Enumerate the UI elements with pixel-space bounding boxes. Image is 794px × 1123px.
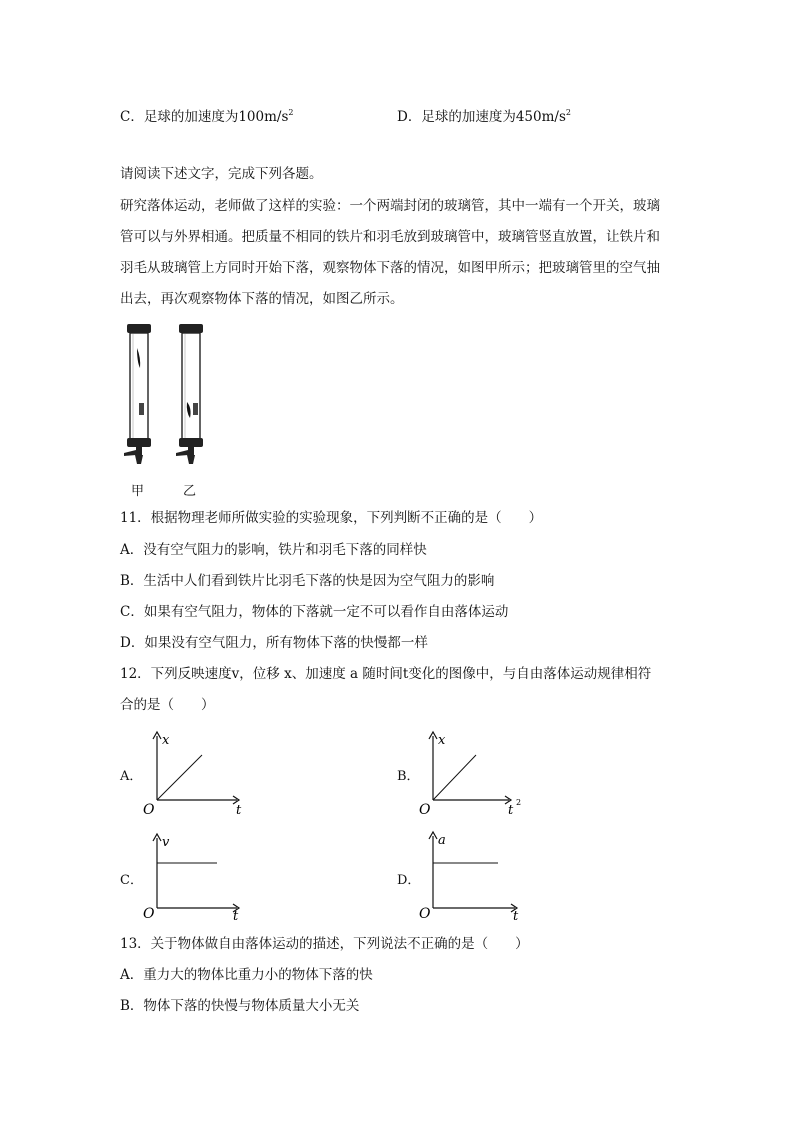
passage-instruction: 请阅读下述文字，完成下列各题。 xyxy=(120,166,323,182)
passage-line: 研究落体运动，老师做了这样的实验：一个两端封闭的玻璃管，其中一端有一个开关，玻璃 xyxy=(120,198,660,214)
iron-piece-icon xyxy=(193,403,198,415)
tube-jia xyxy=(124,324,151,464)
q11-stem: 11．根据物理老师所做实验的实验现象，下列判断不正确的是（ ） xyxy=(120,510,543,526)
feather-icon xyxy=(187,402,191,418)
passage-line: 羽毛从玻璃管上方同时开始下落，观察物体下落的情况，如图甲所示；把玻璃管里的空气抽 xyxy=(120,260,660,276)
q12-option-d-label: D． xyxy=(397,873,421,888)
graph-d xyxy=(416,830,536,922)
q12-option-a-label: A． xyxy=(120,769,143,784)
graph-a xyxy=(140,730,250,818)
graph-a-origin: O xyxy=(143,802,155,818)
iron-piece-icon xyxy=(139,403,144,415)
graph-c xyxy=(140,832,250,922)
valve-handle-icon xyxy=(176,450,188,456)
graph-a-x-label: t xyxy=(236,803,242,818)
prev-option-c: C．足球的加速度为$100m/s^2$ xyxy=(120,108,294,125)
q12-option-c-label: C． xyxy=(120,873,143,888)
graph-b xyxy=(416,730,536,818)
q12-stem-line1: 12．下列反映速度v，位移 x、加速度 a 随时间t变化的图像中，与自由落体运动规律相符 xyxy=(120,666,652,682)
figure-label-jia: 甲 xyxy=(131,484,145,499)
q11-option-a: A．没有空气阻力的影响，铁片和羽毛下落的同样快 xyxy=(120,542,427,558)
passage-line: 出去，再次观察物体下落的情况，如图乙所示。 xyxy=(120,291,404,307)
q13-option-b: B．物体下落的快慢与物体质量大小无关 xyxy=(120,998,360,1014)
q13-stem: 13．关于物体做自由落体运动的描述，下列说法不正确的是（ ） xyxy=(120,936,529,952)
graph-d-y-label: a xyxy=(438,833,446,848)
figure-label-yi: 乙 xyxy=(183,484,197,499)
q11-option-b: B．生活中人们看到铁片比羽毛下落的快是因为空气阻力的影响 xyxy=(120,573,495,589)
graph-d-origin: O xyxy=(419,906,431,922)
graph-d-x-label: t xyxy=(513,909,519,922)
graph-b-x-exponent: 2 xyxy=(516,798,522,807)
tube-yi xyxy=(176,324,203,464)
graph-b-origin: O xyxy=(419,802,431,818)
graph-a-y-label: x xyxy=(162,733,170,748)
glass-tube-figure xyxy=(118,322,218,472)
graph-b-y-label: x xyxy=(438,733,446,748)
graph-b-x-label: t xyxy=(508,803,514,818)
prev-option-d: D．足球的加速度为$450m/s^2$ xyxy=(397,108,571,125)
graph-c-x-label: t xyxy=(233,909,239,922)
graph-c-origin: O xyxy=(143,906,155,922)
q12-stem-line2: 合的是（ ） xyxy=(120,697,215,713)
valve-handle-icon xyxy=(124,450,136,456)
q13-option-a: A．重力大的物体比重力小的物体下落的快 xyxy=(120,967,373,983)
q11-option-d: D．如果没有空气阻力，所有物体下落的快慢都一样 xyxy=(120,635,428,651)
q11-option-c: C．如果有空气阻力，物体的下落就一定不可以看作自由落体运动 xyxy=(120,604,509,620)
feather-icon xyxy=(137,348,140,368)
q12-option-b-label: B． xyxy=(397,769,420,784)
passage-line: 管可以与外界相通。把质量不相同的铁片和羽毛放到玻璃管中，玻璃管竖直放置，让铁片和 xyxy=(120,229,660,245)
graph-c-y-label: v xyxy=(162,835,170,850)
